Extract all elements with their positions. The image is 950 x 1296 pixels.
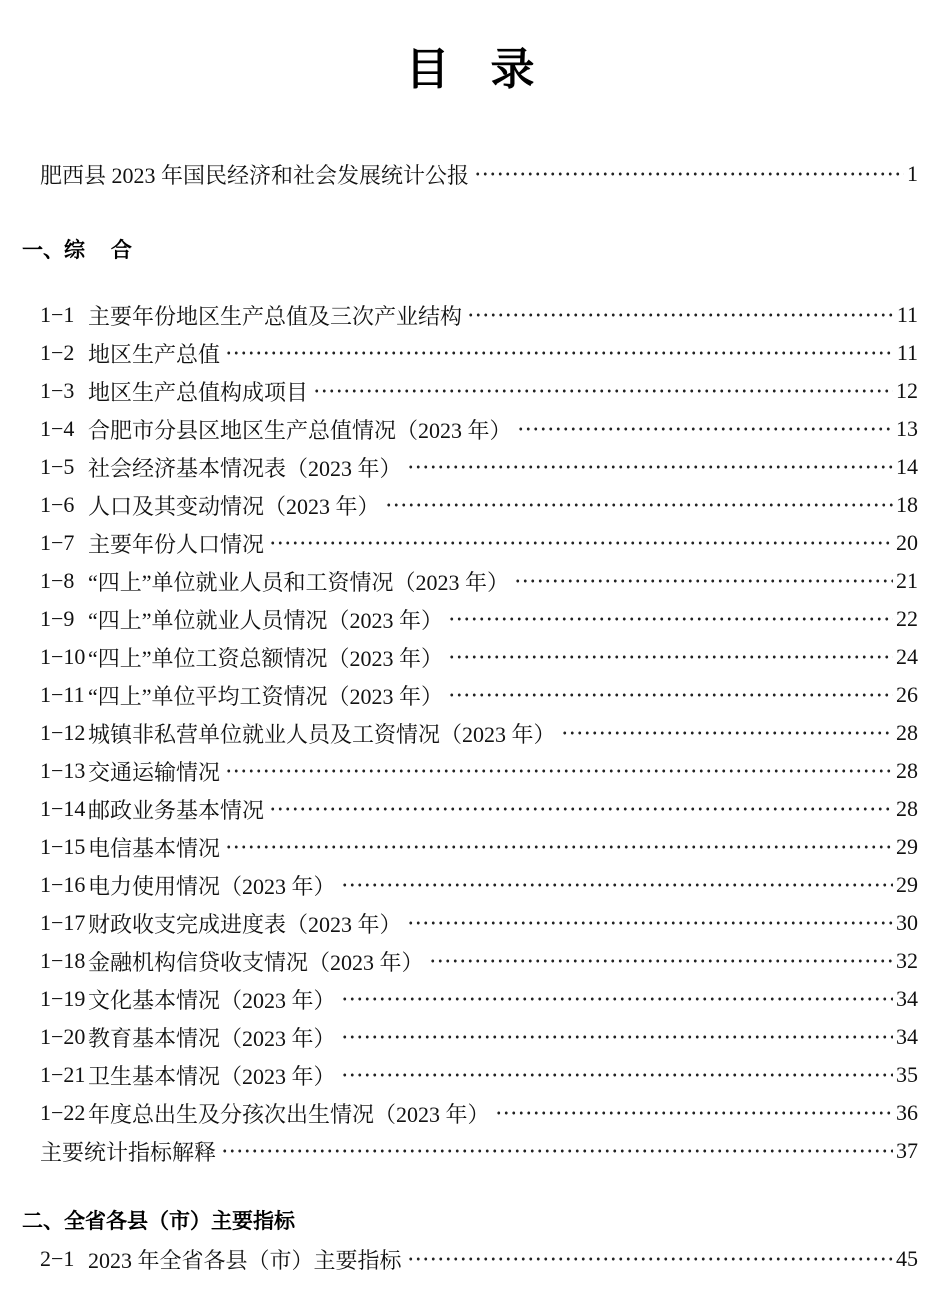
toc-entry-label: 主要年份地区生产总值及三次产业结构 (88, 303, 463, 329)
toc-entry-page: 26 (896, 682, 918, 707)
toc-entry-label: 人口及其变动情况（2023 年） (88, 493, 380, 519)
toc-entry-label: 金融机构信贷收支情况（2023 年） (88, 949, 424, 975)
toc-entry (40, 714, 918, 752)
dot-leader (225, 334, 894, 372)
toc-entry (40, 676, 918, 714)
dot-leader (221, 1132, 893, 1170)
toc-entry-report (40, 155, 918, 193)
toc-entry-number: 2−1 (40, 1246, 75, 1271)
dot-leader (225, 828, 893, 866)
toc-entry-number: 1−19 (40, 986, 86, 1011)
toc-entry-page: 13 (896, 416, 918, 441)
toc-entry-label: 年度总出生及分孩次出生情况（2023 年） (88, 1101, 490, 1127)
toc-entry-number: 1−20 (40, 1024, 86, 1049)
toc-entry-label: “四上”单位平均工资情况（2023 年） (88, 683, 444, 709)
toc-entry-label: 主要统计指标解释 (40, 1139, 217, 1165)
toc-entry-page: 28 (896, 796, 918, 821)
toc-entry-label: 教育基本情况（2023 年） (88, 1025, 336, 1051)
toc-entry (40, 296, 918, 334)
dot-leader (341, 1018, 893, 1056)
toc-entry-number: 1−17 (40, 910, 86, 935)
toc-entry-label: 文化基本情况（2023 年） (88, 987, 336, 1013)
toc-entry (40, 562, 918, 600)
dot-leader (407, 448, 893, 486)
toc-entry (40, 828, 918, 866)
toc-entry-number: 1−9 (40, 606, 75, 631)
toc-entry (40, 600, 918, 638)
toc-entry-page: 35 (896, 1062, 918, 1087)
dot-leader (561, 714, 893, 752)
dot-leader (517, 410, 893, 448)
toc-entry-label: 主要年份人口情况 (88, 531, 265, 557)
section-entries (22, 296, 918, 1170)
page-title: 目 录 (405, 45, 535, 94)
toc-entry-page: 12 (896, 378, 918, 403)
toc-entry-page: 11 (896, 302, 918, 327)
toc-entry-number: 1−4 (40, 416, 75, 441)
dot-leader (341, 980, 893, 1018)
dot-leader (429, 942, 893, 980)
toc-entry-label: 电信基本情况 (88, 835, 221, 861)
toc-entry-number: 1−18 (40, 948, 86, 973)
dot-leader (269, 524, 893, 562)
toc-entry-number: 1−21 (40, 1062, 86, 1087)
toc-entry-page: 32 (896, 948, 918, 973)
dot-leader (385, 486, 893, 524)
toc-entry (40, 334, 918, 372)
toc-entry-label: 肥西县 2023 年国民经济和社会发展统计公报 (40, 162, 470, 188)
toc-entry (40, 1132, 918, 1170)
dot-leader (269, 790, 893, 828)
toc-entry-label: 2023 年全省各县（市）主要指标 (88, 1247, 402, 1273)
toc-entry-number: 1−3 (40, 378, 75, 403)
toc-entry-number: 1−10 (40, 644, 86, 669)
toc-entry-label: “四上”单位就业人员情况（2023 年） (88, 607, 444, 633)
toc-entry (40, 372, 918, 410)
dot-leader (225, 752, 893, 790)
toc-entry-number: 1−12 (40, 720, 86, 745)
toc-entry (40, 752, 918, 790)
toc-entry-page: 34 (896, 986, 918, 1011)
toc-entry (40, 1240, 918, 1278)
toc-entry-page: 28 (896, 758, 918, 783)
toc-entry-page: 28 (896, 720, 918, 745)
toc-entry-number: 1−22 (40, 1100, 86, 1125)
toc-entry-number: 1−2 (40, 340, 75, 365)
toc-section (22, 1208, 918, 1278)
toc-entry-label: 合肥市分县区地区生产总值情况（2023 年） (88, 417, 512, 443)
toc-entry (40, 790, 918, 828)
toc-entry-page: 21 (896, 568, 918, 593)
toc-entry-label: 卫生基本情况（2023 年） (88, 1063, 336, 1089)
dot-leader (467, 296, 894, 334)
toc-entry-label: 地区生产总值构成项目 (88, 379, 309, 405)
toc-entry-page: 34 (896, 1024, 918, 1049)
dot-leader (514, 562, 893, 600)
toc-entry (40, 486, 918, 524)
dot-leader (448, 676, 893, 714)
toc-entry-label: 地区生产总值 (88, 341, 221, 367)
toc-section (22, 237, 918, 1170)
toc-entry-number: 1−13 (40, 758, 86, 783)
toc-entry-label: 交通运输情况 (88, 759, 221, 785)
toc-entry-number: 1−1 (40, 302, 75, 327)
toc-entry-label: 电力使用情况（2023 年） (88, 873, 336, 899)
toc-entry-label: 邮政业务基本情况 (88, 797, 265, 823)
toc-entry-page: 36 (896, 1100, 918, 1125)
toc-entry (40, 942, 918, 980)
toc-entry-number: 1−16 (40, 872, 86, 897)
toc-entry (40, 1018, 918, 1056)
toc-entry-page: 37 (896, 1138, 918, 1163)
section-heading: 二、全省各县（市）主要指标 (22, 1210, 295, 1233)
dot-leader (341, 1056, 893, 1094)
toc-entry (40, 524, 918, 562)
toc-entry-page: 22 (896, 606, 918, 631)
toc-entry-page: 30 (896, 910, 918, 935)
dot-leader (341, 866, 893, 904)
toc-entry-label: 财政收支完成进度表（2023 年） (88, 911, 402, 937)
toc-entry-label: 城镇非私营单位就业人员及工资情况（2023 年） (88, 721, 556, 747)
toc-entry (40, 1056, 918, 1094)
toc-entry-page: 24 (896, 644, 918, 669)
toc-entry (40, 1094, 918, 1132)
dot-leader (407, 904, 893, 942)
toc-entry-page: 29 (896, 872, 918, 897)
toc-entry (40, 904, 918, 942)
toc-entry-page: 20 (896, 530, 918, 555)
toc-entry-number: 1−8 (40, 568, 75, 593)
toc-entry-page: 18 (896, 492, 918, 517)
toc-entry-page: 1 (907, 161, 918, 186)
section-heading: 一、综 合 (22, 239, 132, 262)
dot-leader (313, 372, 893, 410)
toc-entry-number: 1−15 (40, 834, 86, 859)
toc-entry-number: 1−11 (40, 682, 85, 707)
toc-entry-page: 14 (896, 454, 918, 479)
dot-leader (448, 638, 893, 676)
toc-entry-page: 11 (896, 340, 918, 365)
toc-entry (40, 448, 918, 486)
toc-entry (40, 866, 918, 904)
toc-sections (22, 237, 918, 1278)
toc-entry-label: “四上”单位工资总额情况（2023 年） (88, 645, 444, 671)
toc-entry (40, 638, 918, 676)
toc-entry-label: 社会经济基本情况表（2023 年） (88, 455, 402, 481)
dot-leader (495, 1094, 893, 1132)
dot-leader (448, 600, 893, 638)
toc-entry-page: 45 (896, 1246, 918, 1271)
toc-entry (40, 980, 918, 1018)
dot-leader (474, 155, 904, 193)
dot-leader (407, 1240, 893, 1278)
toc-entry-number: 1−5 (40, 454, 75, 479)
toc-entry (40, 410, 918, 448)
toc-entry-number: 1−14 (40, 796, 86, 821)
toc-entry-page: 29 (896, 834, 918, 859)
toc-entry-label: “四上”单位就业人员和工资情况（2023 年） (88, 569, 510, 595)
toc-entry-number: 1−7 (40, 530, 75, 555)
section-entries (22, 1240, 918, 1278)
toc-entry-number: 1−6 (40, 492, 75, 517)
